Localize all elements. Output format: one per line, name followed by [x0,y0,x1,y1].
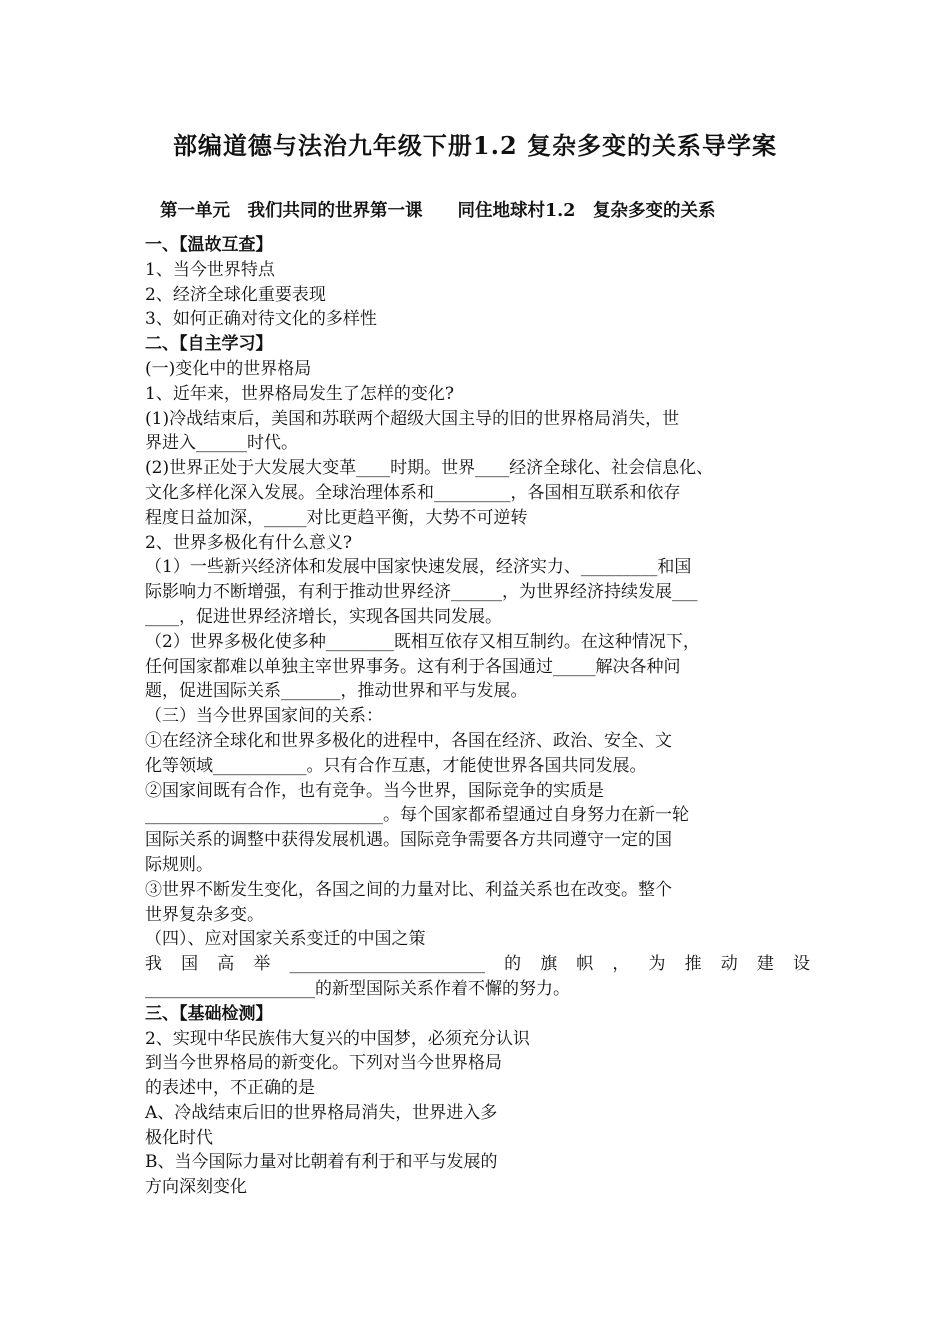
text-line: 世界复杂多变。 [145,904,264,925]
text-line: 2、世界多极化有什么意义? [145,532,352,553]
section-heading-basic-test: 三、【基础检测】 [145,1003,273,1024]
text-line: ②国家间既有合作，也有竞争。当今世界，国际竞争的实质是 [145,780,604,801]
text-line: （四）、应对国家关系变迁的中国之策 [145,929,426,950]
text-line: （2）世界多极化使多种________既相互依存又相互制约。在这种情况下， [145,631,700,652]
text-line: 3、如何正确对待文化的多样性 [145,309,377,330]
text-line: (1)冷战结束后，美国和苏联两个超级大国主导的旧的世界格局消失，世 [145,408,680,429]
text-line: (2)世界正处于大发展大变革____时期。世界____经济全球化、社会信息化、 [145,458,714,479]
section-heading-review: 一、【温故互查】 [145,235,273,255]
text-line: 我国高举_______________________的旗帜，为推动建设 [145,954,810,975]
question-line: 的表述中，不正确的是 [145,1078,315,1099]
question-line: 2、实现中华民族伟大复兴的中国梦，必须充分认识 [145,1028,530,1049]
text-line: ____________________________。每个国家都希望通过自身努力在新一轮 [145,805,689,826]
document-subtitle: 第一单元 我们共同的世界第一课 同住地球村1.2 复杂多变的关系 [160,201,716,221]
text-line: (一)变化中的世界格局 [145,358,312,379]
text-line: 2、经济全球化重要表现 [145,284,326,305]
text-line: ③世界不断发生变化，各国之间的力量对比、利益关系也在改变。整个 [145,879,672,900]
text-line: 际影响力不断增强，有利于推动世界经济______，为世界经济持续发展___ [145,582,698,603]
answer-option-a-cont: 极化时代 [145,1127,213,1148]
answer-option-a: A、冷战结束后旧的世界格局消失，世界进入多 [145,1102,498,1123]
question-line: 到当今世界格局的新变化。下列对当今世界格局 [145,1053,502,1074]
section-heading-self-study: 二、【自主学习】 [145,334,273,355]
text-line: ____，促进世界经济增长，实现各国共同发展。 [145,606,502,627]
text-line: 题，促进国际关系_______，推动世界和平与发展。 [145,681,528,702]
text-line: 1、近年来，世界格局发生了怎样的变化? [145,383,454,404]
text-line: 国际关系的调整中获得发展机遇。国际竞争需要各方共同遵守一定的国 [145,830,672,851]
text-line: 文化多样化深入发展。全球治理体系和_________，各国相互联系和依存 [145,482,681,503]
text-line: ____________________的新型国际关系作着不懈的努力。 [145,978,570,999]
text-line: 程度日益加深，_____对比更趋平衡，大势不可逆转 [145,507,528,528]
text-line: （三）当今世界国家间的关系： [145,706,383,727]
document-body [145,233,810,1200]
text-line: 化等领域___________。只有合作互惠，才能使世界各国共同发展。 [145,755,647,776]
document-title: 部编道德与法治九年级下册1.2 复杂多变的关系导学案 [172,131,778,160]
text-line: 任何国家都难以单独主宰世界事务。这有利于各国通过_____解决各种问 [145,656,681,677]
answer-option-b: B、当今国际力量对比朝着有利于和平与发展的 [145,1152,498,1173]
text-line: 1、当今世界特点 [145,259,275,280]
answer-option-b-cont: 方向深刻变化 [145,1177,247,1198]
text-line: 界进入______时代。 [145,433,298,454]
text-line: 际规则。 [145,854,213,875]
text-line: ①在经济全球化和世界多极化的进程中，各国在经济、政治、安全、文 [145,730,672,751]
text-line: （1）一些新兴经济体和发展中国家快速发展，经济实力、_________和国 [145,557,692,578]
